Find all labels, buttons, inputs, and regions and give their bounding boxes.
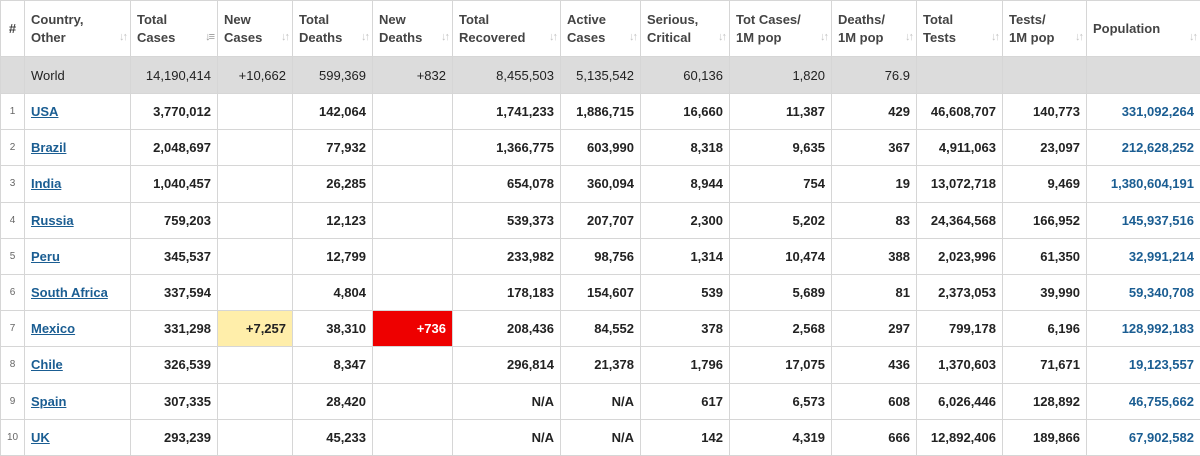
cell-serious-critical: 2,300	[641, 202, 730, 238]
country-link[interactable]: South Africa	[31, 285, 108, 300]
cell-deaths-per-1m: 19	[832, 166, 917, 202]
country-cell	[25, 166, 131, 202]
sort-arrows-icon[interactable]: ↓↑	[820, 28, 827, 46]
column-header-total-tests[interactable]	[917, 1, 1003, 57]
sort-arrows-icon[interactable]: ↓↑	[441, 28, 448, 46]
cell-total-cases: 293,239	[131, 419, 218, 455]
country-cell	[25, 274, 131, 310]
cell-total-deaths: 45,233	[293, 419, 373, 455]
cell-total-deaths: 28,420	[293, 383, 373, 419]
cell-total-recovered: 208,436	[453, 311, 561, 347]
cell-deaths-per-1m: 436	[832, 347, 917, 383]
cell-tests-per-1m: 6,196	[1003, 311, 1087, 347]
country-link[interactable]: Chile	[31, 357, 63, 372]
cell-serious-critical: 378	[641, 311, 730, 347]
column-header-label: Total	[923, 12, 953, 27]
world-total-deaths: 599,369	[293, 57, 373, 94]
column-header-new-cases[interactable]	[218, 1, 293, 57]
cell-total-deaths: 142,064	[293, 94, 373, 130]
column-header-label: Deaths/	[838, 12, 885, 27]
row-index: 7	[1, 311, 25, 347]
cell-new-deaths	[373, 383, 453, 419]
cell-tests-per-1m: 71,671	[1003, 347, 1087, 383]
country-cell	[25, 311, 131, 347]
cell-tests-per-1m: 189,866	[1003, 419, 1087, 455]
table-row	[1, 347, 1200, 383]
cell-total-tests: 4,911,063	[917, 130, 1003, 166]
column-header-label: Cases	[567, 30, 605, 45]
cell-deaths-per-1m: 367	[832, 130, 917, 166]
column-header-label: Total	[137, 12, 167, 27]
column-header-tests-per-1m[interactable]	[1003, 1, 1087, 57]
country-cell	[25, 419, 131, 455]
cell-new-deaths	[373, 94, 453, 130]
sort-arrows-icon[interactable]: ↓↑	[281, 28, 288, 46]
cell-total-cases: 337,594	[131, 274, 218, 310]
cell-cases-per-1m: 11,387	[730, 94, 832, 130]
cell-total-recovered: 178,183	[453, 274, 561, 310]
country-cell	[25, 347, 131, 383]
cell-active-cases: 154,607	[561, 274, 641, 310]
column-header-total-recovered[interactable]	[453, 1, 561, 57]
cell-new-deaths	[373, 419, 453, 455]
country-cell	[25, 383, 131, 419]
cell-total-recovered: 233,982	[453, 238, 561, 274]
country-link[interactable]: UK	[31, 430, 50, 445]
column-header-total-deaths[interactable]	[293, 1, 373, 57]
column-header-population[interactable]	[1087, 1, 1200, 57]
column-header-label: Active	[567, 12, 606, 27]
column-header-label: Cases	[137, 30, 175, 45]
cell-cases-per-1m: 9,635	[730, 130, 832, 166]
cell-serious-critical: 8,318	[641, 130, 730, 166]
cell-total-tests: 13,072,718	[917, 166, 1003, 202]
cell-population: 32,991,214	[1087, 238, 1200, 274]
country-link[interactable]: USA	[31, 104, 58, 119]
cell-new-deaths	[373, 274, 453, 310]
cell-total-cases: 1,040,457	[131, 166, 218, 202]
cell-total-cases: 326,539	[131, 347, 218, 383]
cell-total-deaths: 12,123	[293, 202, 373, 238]
cell-active-cases: 21,378	[561, 347, 641, 383]
cell-cases-per-1m: 5,689	[730, 274, 832, 310]
cell-total-tests: 46,608,707	[917, 94, 1003, 130]
sort-arrows-icon[interactable]: ↓↑	[361, 28, 368, 46]
table-row	[1, 419, 1200, 455]
cell-tests-per-1m: 23,097	[1003, 130, 1087, 166]
cell-total-tests: 12,892,406	[917, 419, 1003, 455]
cell-total-deaths: 26,285	[293, 166, 373, 202]
sort-arrows-icon[interactable]: ↓↑	[1075, 28, 1082, 46]
world-total-cases: 14,190,414	[131, 57, 218, 94]
cell-total-cases: 3,770,012	[131, 94, 218, 130]
cell-active-cases: 1,886,715	[561, 94, 641, 130]
row-index: 6	[1, 274, 25, 310]
column-header-index	[1, 1, 25, 57]
country-link[interactable]: India	[31, 176, 61, 191]
cell-cases-per-1m: 2,568	[730, 311, 832, 347]
row-index: 10	[1, 419, 25, 455]
sort-arrows-icon[interactable]: ↓↑	[905, 28, 912, 46]
row-index: 3	[1, 166, 25, 202]
sort-arrows-icon[interactable]: ↓↑	[718, 28, 725, 46]
cell-serious-critical: 1,796	[641, 347, 730, 383]
cell-new-deaths	[373, 202, 453, 238]
cell-new-cases	[218, 238, 293, 274]
column-header-deaths-per-1m[interactable]	[832, 1, 917, 57]
country-cell	[25, 202, 131, 238]
cell-new-deaths	[373, 166, 453, 202]
sort-arrows-icon[interactable]: ↓↑	[1189, 28, 1196, 46]
cell-cases-per-1m: 17,075	[730, 347, 832, 383]
cell-total-recovered: 654,078	[453, 166, 561, 202]
table-row	[1, 202, 1200, 238]
cell-new-deaths	[373, 347, 453, 383]
column-header-label: #	[9, 21, 16, 36]
world-total-recovered: 8,455,503	[453, 57, 561, 94]
column-header-total-cases[interactable]	[131, 1, 218, 57]
cell-deaths-per-1m: 666	[832, 419, 917, 455]
cell-new-cases: +7,257	[218, 311, 293, 347]
cell-new-cases	[218, 166, 293, 202]
row-index: 2	[1, 130, 25, 166]
column-header-label: Critical	[647, 30, 691, 45]
column-header-new-deaths[interactable]	[373, 1, 453, 57]
country-cell	[25, 238, 131, 274]
world-new-cases: +10,662	[218, 57, 293, 94]
cell-total-recovered: 1,741,233	[453, 94, 561, 130]
cell-total-cases: 2,048,697	[131, 130, 218, 166]
sort-arrows-icon[interactable]: ↓↑	[629, 28, 636, 46]
column-header-label: 1M pop	[1009, 30, 1055, 45]
cell-total-deaths: 12,799	[293, 238, 373, 274]
cell-population: 331,092,264	[1087, 94, 1200, 130]
cell-cases-per-1m: 754	[730, 166, 832, 202]
cell-cases-per-1m: 5,202	[730, 202, 832, 238]
cell-population: 19,123,557	[1087, 347, 1200, 383]
cell-population: 67,902,582	[1087, 419, 1200, 455]
table-row	[1, 274, 1200, 310]
column-header-label: New	[379, 12, 406, 27]
column-header-label: Total	[299, 12, 329, 27]
column-header-label: Serious,	[647, 12, 698, 27]
table-row	[1, 94, 1200, 130]
cell-deaths-per-1m: 429	[832, 94, 917, 130]
country-link[interactable]: Peru	[31, 249, 60, 264]
row-index: 1	[1, 94, 25, 130]
cell-active-cases: 207,707	[561, 202, 641, 238]
cell-total-recovered: 296,814	[453, 347, 561, 383]
cell-new-cases	[218, 94, 293, 130]
cell-total-recovered: 1,366,775	[453, 130, 561, 166]
cell-population: 1,380,604,191	[1087, 166, 1200, 202]
cell-deaths-per-1m: 297	[832, 311, 917, 347]
cell-active-cases: 98,756	[561, 238, 641, 274]
table-row	[1, 166, 1200, 202]
cell-tests-per-1m: 9,469	[1003, 166, 1087, 202]
sort-arrows-icon[interactable]: ↓↑	[549, 28, 556, 46]
cell-total-tests: 1,370,603	[917, 347, 1003, 383]
world-serious-critical: 60,136	[641, 57, 730, 94]
cell-total-recovered: 539,373	[453, 202, 561, 238]
cell-cases-per-1m: 6,573	[730, 383, 832, 419]
country-link[interactable]: Brazil	[31, 140, 66, 155]
column-header-label: Population	[1093, 21, 1160, 36]
table-row	[1, 130, 1200, 166]
cell-total-tests: 799,178	[917, 311, 1003, 347]
cell-serious-critical: 617	[641, 383, 730, 419]
cell-tests-per-1m: 140,773	[1003, 94, 1087, 130]
cell-new-cases	[218, 419, 293, 455]
country-link[interactable]: Spain	[31, 394, 66, 409]
column-header-active-cases[interactable]	[561, 1, 641, 57]
cell-active-cases: 603,990	[561, 130, 641, 166]
cell-active-cases: 360,094	[561, 166, 641, 202]
country-link[interactable]: Mexico	[31, 321, 75, 336]
cell-tests-per-1m: 61,350	[1003, 238, 1087, 274]
table-body	[1, 57, 1200, 456]
sort-arrows-icon[interactable]: ↓↑	[119, 28, 126, 46]
world-name-cell: World	[25, 57, 131, 94]
cell-active-cases: 84,552	[561, 311, 641, 347]
cell-new-deaths	[373, 130, 453, 166]
column-header-label: Other	[31, 30, 66, 45]
cell-total-recovered: N/A	[453, 383, 561, 419]
cell-total-recovered: N/A	[453, 419, 561, 455]
cell-tests-per-1m: 39,990	[1003, 274, 1087, 310]
cell-new-cases	[218, 274, 293, 310]
cell-population: 46,755,662	[1087, 383, 1200, 419]
cell-population: 212,628,252	[1087, 130, 1200, 166]
table-header	[1, 1, 1200, 57]
cell-deaths-per-1m: 608	[832, 383, 917, 419]
country-cell	[25, 130, 131, 166]
world-active-cases: 5,135,542	[561, 57, 641, 94]
cell-total-deaths: 77,932	[293, 130, 373, 166]
column-header-label: Tot Cases/	[736, 12, 801, 27]
cell-cases-per-1m: 10,474	[730, 238, 832, 274]
world-index-cell	[1, 57, 25, 94]
cell-serious-critical: 1,314	[641, 238, 730, 274]
cell-population: 128,992,183	[1087, 311, 1200, 347]
column-header-country[interactable]	[25, 1, 131, 57]
world-total-tests	[917, 57, 1003, 94]
cell-new-cases	[218, 347, 293, 383]
cell-total-tests: 2,373,053	[917, 274, 1003, 310]
cell-new-cases	[218, 202, 293, 238]
column-header-label: Recovered	[459, 30, 525, 45]
cell-total-cases: 345,537	[131, 238, 218, 274]
cell-total-deaths: 38,310	[293, 311, 373, 347]
table-row	[1, 238, 1200, 274]
cell-serious-critical: 16,660	[641, 94, 730, 130]
cell-new-deaths: +736	[373, 311, 453, 347]
cell-active-cases: N/A	[561, 383, 641, 419]
table-row	[1, 383, 1200, 419]
cell-total-cases: 759,203	[131, 202, 218, 238]
cell-total-deaths: 4,804	[293, 274, 373, 310]
cell-total-cases: 331,298	[131, 311, 218, 347]
cell-serious-critical: 8,944	[641, 166, 730, 202]
column-header-label: Country,	[31, 12, 83, 27]
world-tests-per-1m	[1003, 57, 1087, 94]
row-index: 4	[1, 202, 25, 238]
table-row	[1, 311, 1200, 347]
column-header-label: Deaths	[299, 30, 342, 45]
cell-deaths-per-1m: 83	[832, 202, 917, 238]
world-deaths-per-1m: 76.9	[832, 57, 917, 94]
column-header-label: 1M pop	[838, 30, 884, 45]
sort-arrows-icon[interactable]: ↓↑	[991, 28, 998, 46]
cell-serious-critical: 539	[641, 274, 730, 310]
cell-tests-per-1m: 128,892	[1003, 383, 1087, 419]
cell-new-deaths	[373, 238, 453, 274]
cell-population: 59,340,708	[1087, 274, 1200, 310]
cell-total-cases: 307,335	[131, 383, 218, 419]
country-link[interactable]: Russia	[31, 213, 74, 228]
cell-cases-per-1m: 4,319	[730, 419, 832, 455]
cell-deaths-per-1m: 81	[832, 274, 917, 310]
row-index: 9	[1, 383, 25, 419]
column-header-label: Tests/	[1009, 12, 1046, 27]
column-header-label: 1M pop	[736, 30, 782, 45]
cell-total-tests: 2,023,996	[917, 238, 1003, 274]
country-cell	[25, 94, 131, 130]
column-header-cases-per-1m[interactable]	[730, 1, 832, 57]
cell-new-cases	[218, 383, 293, 419]
column-header-label: New	[224, 12, 251, 27]
world-new-deaths: +832	[373, 57, 453, 94]
sort-desc-icon[interactable]: ↓≡	[205, 28, 213, 46]
column-header-label: Tests	[923, 30, 956, 45]
cell-total-tests: 24,364,568	[917, 202, 1003, 238]
world-row	[1, 57, 1200, 94]
cell-population: 145,937,516	[1087, 202, 1200, 238]
cell-tests-per-1m: 166,952	[1003, 202, 1087, 238]
row-index: 5	[1, 238, 25, 274]
world-population	[1087, 57, 1200, 94]
column-header-label: Cases	[224, 30, 262, 45]
column-header-label: Total	[459, 12, 489, 27]
cell-total-tests: 6,026,446	[917, 383, 1003, 419]
column-header-label: Deaths	[379, 30, 422, 45]
cell-active-cases: N/A	[561, 419, 641, 455]
cell-new-cases	[218, 130, 293, 166]
header-row	[1, 1, 1200, 57]
world-cases-per-1m: 1,820	[730, 57, 832, 94]
cell-total-deaths: 8,347	[293, 347, 373, 383]
row-index: 8	[1, 347, 25, 383]
cell-deaths-per-1m: 388	[832, 238, 917, 274]
column-header-serious-critical[interactable]	[641, 1, 730, 57]
cell-serious-critical: 142	[641, 419, 730, 455]
